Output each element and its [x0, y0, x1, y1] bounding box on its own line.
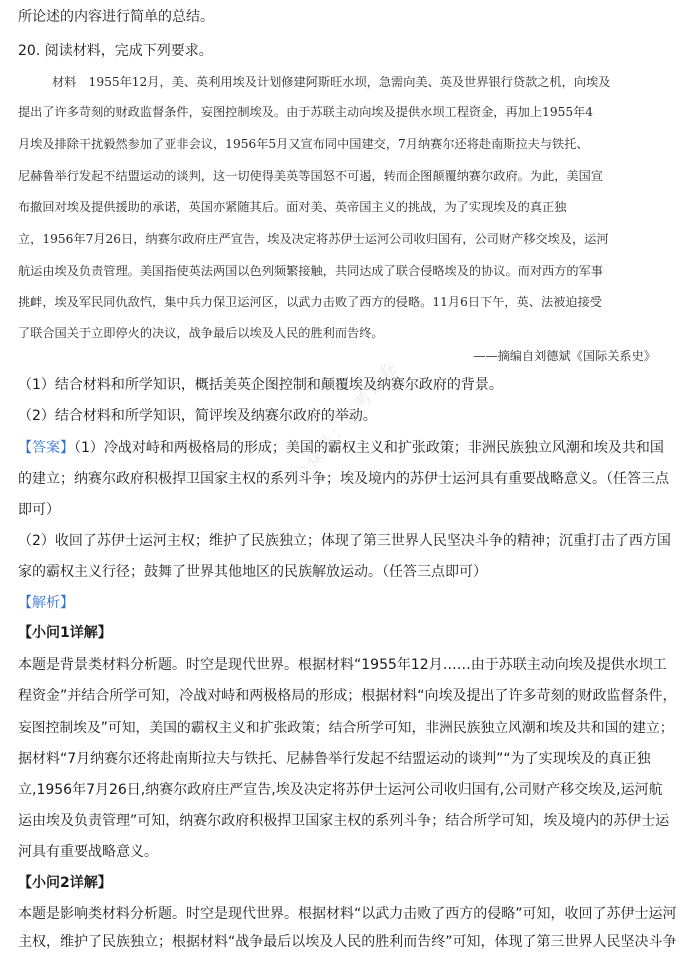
- question-1: （1）结合材料和所学知识，概括美英企图控制和颠覆埃及纳赛尔政府的背景。: [18, 377, 503, 393]
- sub-question-2-title: 【小问2详解】: [18, 875, 112, 891]
- material-line: 航运由埃及负责管理。美国指使英法两国以色列频繁接触，共同达成了联合侵略埃及的协议。而对西方的军事: [18, 264, 603, 278]
- question-2: （2）结合材料和所学知识，简评埃及纳赛尔政府的举动。: [18, 408, 377, 424]
- answer-1-line: （1）冷战对峙和两极格局的形成；美国的霸权主义和扩张政策；非洲民族独立风潮和埃及共和国: [74, 440, 664, 456]
- material-line: 材料 1955年12月，美、英利用埃及计划修建阿斯旺水坝，急需向美、英及世界银行贷款之机，向埃及: [52, 75, 611, 89]
- analysis-1-line: 程资金”并结合所学可知，冷战对峙和两极格局的形成；根据材料“向埃及提出了许多苛刻的财政监督条件，: [18, 688, 677, 704]
- material-line: 月埃及排除干扰毅然参加了亚非会议，1956年5月又宣布同中国建交，7月纳赛尔还将赴南斯拉夫与铁托、: [18, 137, 589, 151]
- sub-question-1-title: 【小问1详解】: [18, 625, 112, 641]
- material-line: 布撤回对埃及提供援助的承诺，英国亦紧随其后。面对美、英帝国主义的挑战，为了实现埃及的真正独: [18, 200, 567, 214]
- material-source: ——摘编自刘德斌《国际关系史》: [473, 349, 656, 363]
- answer-1-line: 的建立；纳赛尔政府积极捍卫国家主权的系列斗争；埃及境内的苏伊士运河具有重要战略意义。（任答三点: [18, 471, 669, 487]
- intro-line: 所论述的内容进行简单的总结。: [18, 9, 214, 25]
- watermark: 公众号：高考试卷: [289, 357, 403, 487]
- analysis-2-line: 主权，维护了民族独立；根据材料“战争最后以埃及人民的胜利而告终”可知，体现了第三世界人民坚决斗争: [18, 934, 677, 950]
- answer-2-line: （2）收回了苏伊士运河主权；维护了民族独立；体现了第三世界人民坚决斗争的精神；沉重打击了西方国: [18, 533, 671, 549]
- answer-2-line: 家的霸权主义行径；鼓舞了世界其他地区的民族解放运动。（任答三点即可）: [18, 564, 487, 580]
- analysis-1-line: 本题是背景类材料分析题。时空是现代世界。根据材料“1955年12月……由于苏联主动向埃及提供水坝工: [18, 657, 667, 673]
- question-20-title: 20. 阅读材料，完成下列要求。: [18, 43, 213, 59]
- analysis-label: 【解析】: [18, 595, 74, 611]
- material-line: 尼赫鲁举行发起不结盟运动的谈判，这一切使得美英等国怒不可遏，转而企图颠覆纳赛尔政府。为此，美国宣: [18, 169, 603, 183]
- material-line: 挑衅，埃及军民同仇敌忾，集中兵力保卫运河区，以武力击败了西方的侵略。11月6日下午，英、法被迫接受: [18, 295, 602, 309]
- material-line: 立，1956年7月26日，纳赛尔政府庄严宣告，埃及决定将苏伊士运河公司收归国有，公司财产移交埃及，运河: [18, 232, 609, 246]
- material-line: 提出了许多苛刻的财政监督条件，妄图控制埃及。由于苏联主动向埃及提供水坝工程资金，再加上1955年4: [18, 105, 594, 119]
- analysis-1-line: 运由埃及负责管理”可知，纳赛尔政府积极捍卫国家主权的系列斗争；结合所学可知，埃及境内的苏伊士运: [18, 813, 670, 829]
- analysis-1-line: 河具有重要战略意义。: [18, 844, 158, 860]
- answer-label: 【答案】: [18, 440, 74, 456]
- answer-1-line: 即可）: [18, 502, 60, 518]
- analysis-1-line: 妄图控制埃及”可知，美国的霸权主义和扩张政策；结合所学可知，非洲民族独立风潮和埃及共和国的建立；: [18, 720, 674, 736]
- analysis-1-line: 据材料“7月纳赛尔还将赴南斯拉夫与铁托、尼赫鲁举行发起不结盟运动的谈判”“为了实现埃及的真正独: [18, 751, 651, 767]
- material-line: 了联合国关于立即停火的决议，战争最后以埃及人民的胜利而告终。: [18, 326, 384, 340]
- analysis-1-line: 立,1956年7月26日,纳赛尔政府庄严宣告,埃及决定将苏伊士运河公司收归国有,公司财产移交埃及,运河航: [18, 782, 663, 798]
- analysis-2-line: 本题是影响类材料分析题。时空是现代世界。根据材料“以武力击败了西方的侵略”可知，收回了苏伊士运河: [18, 906, 677, 922]
